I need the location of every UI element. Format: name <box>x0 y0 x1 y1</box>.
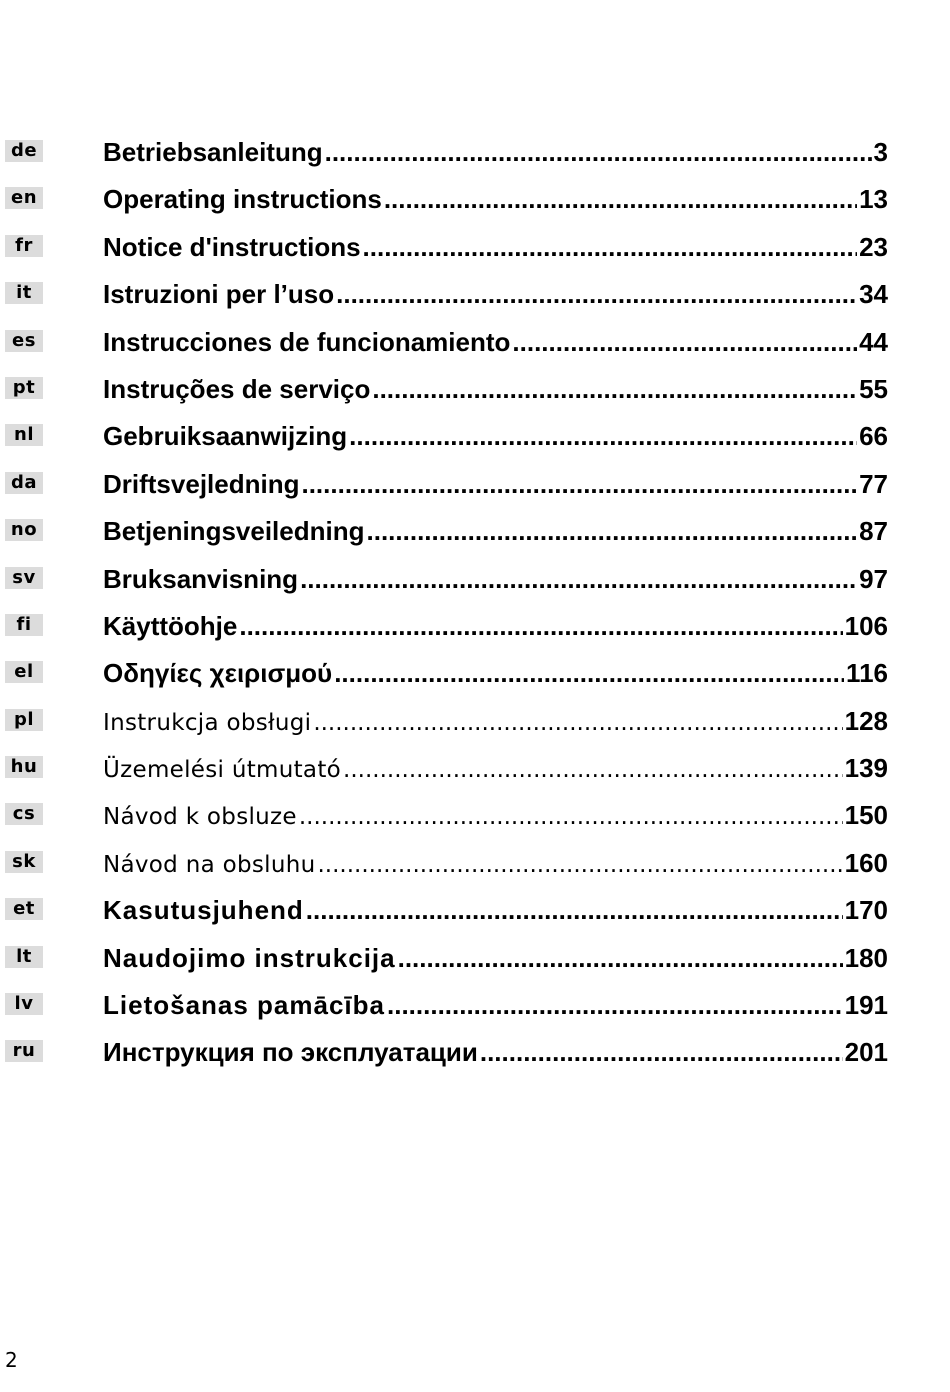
toc-entry[interactable] <box>103 752 888 786</box>
toc-title: Betjeningsveiledning <box>103 516 365 547</box>
page-number: 2 <box>5 1348 18 1372</box>
toc-row-de[interactable] <box>0 130 950 177</box>
dot-leader <box>299 801 843 833</box>
language-badge: lv <box>5 993 43 1015</box>
toc-row-pt[interactable] <box>0 367 950 414</box>
dot-leader <box>317 849 842 881</box>
language-badge: en <box>5 187 43 209</box>
language-badge: ru <box>5 1040 43 1062</box>
language-badge: hu <box>5 756 43 778</box>
table-of-contents <box>0 130 950 1078</box>
toc-row-ru[interactable] <box>0 1030 950 1077</box>
toc-entry[interactable] <box>103 894 888 926</box>
toc-entry[interactable] <box>103 373 888 405</box>
language-badge: nl <box>5 424 43 446</box>
toc-row-it[interactable] <box>0 272 950 319</box>
toc-entry[interactable] <box>103 278 888 310</box>
dot-leader <box>512 326 857 358</box>
toc-page-number: 191 <box>844 990 888 1021</box>
toc-row-sv[interactable] <box>0 557 950 604</box>
dot-leader <box>313 707 842 739</box>
toc-row-no[interactable] <box>0 509 950 556</box>
toc-title: Návod k obsluze <box>103 804 297 831</box>
toc-page-number: 128 <box>844 705 888 736</box>
language-badge: fr <box>5 235 43 257</box>
toc-row-fi[interactable] <box>0 604 950 651</box>
toc-title: Инструкция по эксплуатации <box>103 1037 478 1068</box>
toc-page-number: 160 <box>844 847 888 878</box>
toc-page-number: 13 <box>859 184 888 215</box>
toc-title: Istruzioni per l’uso <box>103 279 335 310</box>
language-badge: it <box>5 282 43 304</box>
dot-leader <box>372 373 857 405</box>
dot-leader <box>336 278 857 310</box>
toc-entry[interactable] <box>103 657 888 689</box>
toc-page-number: 201 <box>844 1037 888 1068</box>
toc-entry[interactable] <box>103 989 888 1021</box>
dot-leader <box>480 1036 843 1068</box>
toc-page-number: 55 <box>859 373 888 404</box>
toc-title: Instrucciones de funcionamiento <box>103 326 511 357</box>
toc-title: Lietošanas pamācība <box>103 990 385 1021</box>
toc-entry[interactable] <box>103 1036 888 1068</box>
toc-row-da[interactable] <box>0 462 950 509</box>
toc-page-number: 87 <box>859 516 888 547</box>
language-badge: sv <box>5 567 43 589</box>
toc-row-lv[interactable] <box>0 983 950 1030</box>
language-badge: cs <box>5 803 43 825</box>
toc-title: Instruções de serviço <box>103 373 371 404</box>
toc-title: Bruksanvisning <box>103 563 299 594</box>
language-badge: es <box>5 330 43 352</box>
toc-title: Driftsvejledning <box>103 468 300 499</box>
dot-leader <box>384 183 857 215</box>
language-badge: pl <box>5 709 43 731</box>
toc-title: Kasutusjuhend <box>103 895 304 926</box>
language-badge: no <box>5 519 43 541</box>
toc-entry[interactable] <box>103 610 888 642</box>
toc-entry[interactable] <box>103 799 888 833</box>
toc-page-number: 139 <box>844 753 888 784</box>
dot-leader <box>239 610 842 642</box>
toc-title: Käyttöohje <box>103 610 238 641</box>
toc-page-number: 180 <box>844 942 888 973</box>
dot-leader <box>334 657 844 689</box>
toc-page-number: 66 <box>859 421 888 452</box>
dot-leader <box>301 468 857 500</box>
toc-entry[interactable] <box>103 420 888 452</box>
dot-leader <box>387 989 843 1021</box>
toc-row-sk[interactable] <box>0 841 950 888</box>
toc-page-number: 150 <box>844 800 888 831</box>
toc-row-cs[interactable] <box>0 793 950 840</box>
language-badge: de <box>5 140 43 162</box>
toc-title: Betriebsanleitung <box>103 137 323 167</box>
toc-page-number: 34 <box>859 279 888 310</box>
language-badge: et <box>5 898 43 920</box>
toc-page-number: 77 <box>859 468 888 499</box>
toc-row-el[interactable] <box>0 651 950 698</box>
toc-page-number: 106 <box>844 610 888 641</box>
toc-entry[interactable] <box>103 136 888 168</box>
language-badge: da <box>5 472 43 494</box>
language-badge: sk <box>5 851 43 873</box>
language-badge: el <box>5 661 43 683</box>
toc-row-en[interactable] <box>0 177 950 224</box>
dot-leader <box>398 942 843 974</box>
language-badge: lt <box>5 946 43 968</box>
toc-title: Üzemelési útmutató <box>103 757 342 784</box>
toc-page-number: 116 <box>846 658 888 689</box>
dot-leader <box>349 420 857 452</box>
dot-leader <box>300 563 857 595</box>
toc-entry[interactable] <box>103 183 888 215</box>
language-badge: pt <box>5 377 43 399</box>
language-badge: fi <box>5 614 43 636</box>
toc-row-hu[interactable] <box>0 746 950 793</box>
toc-title: Gebruiksaanwijzing <box>103 421 348 452</box>
toc-title: Οδηγίες χειρισμού <box>103 658 333 689</box>
toc-entry[interactable] <box>103 563 888 595</box>
toc-row-et[interactable] <box>0 888 950 935</box>
toc-page-number: 23 <box>859 231 888 262</box>
toc-page-number: 44 <box>859 326 888 357</box>
toc-title: Naudojimo instrukcija <box>103 942 396 973</box>
toc-entry[interactable] <box>103 326 888 358</box>
dot-leader <box>306 894 843 926</box>
dot-leader <box>325 136 872 168</box>
toc-entry[interactable] <box>103 847 888 881</box>
toc-row-pl[interactable] <box>0 699 950 746</box>
toc-row-es[interactable] <box>0 320 950 367</box>
toc-title: Operating instructions <box>103 184 382 215</box>
toc-page-number: 97 <box>859 563 888 594</box>
toc-entry[interactable] <box>103 705 888 739</box>
dot-leader <box>363 231 858 263</box>
dot-leader <box>343 754 843 786</box>
toc-title: Notice d'instructions <box>103 231 361 262</box>
dot-leader <box>367 515 858 547</box>
toc-page-number: 170 <box>844 895 888 926</box>
toc-entry[interactable] <box>103 515 888 547</box>
toc-title: Instrukcja obsługi <box>103 709 312 736</box>
toc-title: Návod na obsluhu <box>103 851 316 878</box>
toc-entry[interactable] <box>103 942 888 974</box>
toc-row-fr[interactable] <box>0 225 950 272</box>
toc-row-nl[interactable] <box>0 414 950 461</box>
toc-page-number: 3 <box>873 137 888 167</box>
toc-entry[interactable] <box>103 231 888 263</box>
toc-entry[interactable] <box>103 468 888 500</box>
toc-row-lt[interactable] <box>0 936 950 983</box>
